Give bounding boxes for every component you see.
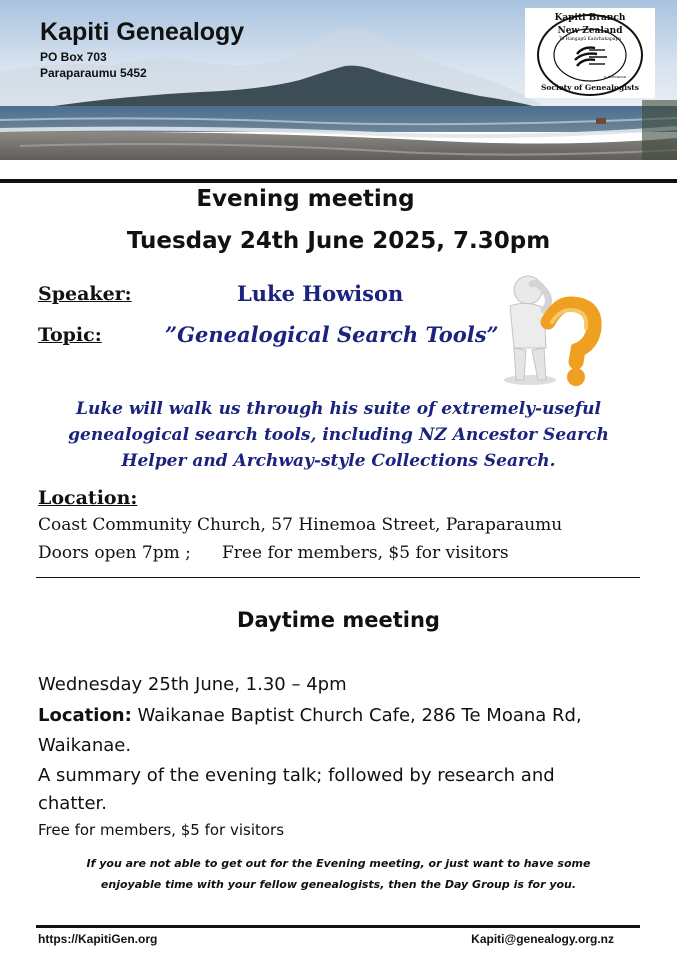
daytime-date: Wednesday 25th June, 1.30 – 4pm — [38, 674, 347, 695]
thinking-person-question-icon — [500, 270, 605, 388]
town-postcode: Paraparaumu 5452 — [40, 66, 147, 80]
day-group-note-line-2: enjoyable time with your fellow genealogists, then the Day Group is for you. — [100, 878, 577, 891]
daytime-heading: Daytime meeting — [237, 608, 440, 632]
daytime-location-label: Location: — [38, 705, 132, 726]
org-title: Kapiti Genealogy — [40, 18, 245, 46]
logo-society-text: Society of Genealogists — [541, 83, 639, 92]
topic-label: Topic: — [38, 324, 102, 346]
doors-open: Doors open 7pm ; — [38, 543, 191, 563]
daytime-fee: Free for members, $5 for visitors — [38, 821, 285, 839]
header-banner — [0, 0, 677, 160]
top-divider — [0, 179, 677, 183]
topic-title: ”Genealogical Search Tools” — [165, 322, 499, 347]
logo-nz-text: New Zealand — [557, 26, 623, 36]
daytime-location-cont: Waikanae. — [38, 735, 132, 756]
speaker-name: Luke Howison — [237, 281, 404, 306]
daytime-summary-line-1: A summary of the evening talk; followed by research and — [38, 765, 555, 786]
description-line-2: genealogical search tools, including NZ Ancestor Search — [68, 425, 609, 445]
evening-location-label: Location: — [38, 487, 138, 509]
evening-heading: Evening meeting — [196, 186, 415, 212]
logo-aotearoa-text: o Aotearoa — [603, 74, 627, 79]
society-logo — [525, 8, 655, 98]
speaker-label: Speaker: — [38, 283, 132, 305]
section-divider — [36, 577, 640, 578]
description-line-1: Luke will walk us through his suite of extremely-useful — [76, 399, 601, 419]
po-box: PO Box 703 — [40, 50, 107, 64]
daytime-summary-line-2: chatter. — [38, 793, 107, 814]
evening-location: Coast Community Church, 57 Hinemoa Street, Paraparaumu — [38, 515, 563, 535]
description-line-3: Helper and Archway-style Collections Search. — [121, 451, 556, 471]
website-link[interactable]: https://KapitiGen.org — [38, 932, 158, 946]
evening-fee: Free for members, $5 for visitors — [222, 543, 509, 563]
daytime-location-row — [38, 705, 582, 726]
logo-maori-text: Te Rangapū Kaiwhakapapa — [558, 37, 622, 42]
evening-date: Tuesday 24th June 2025, 7.30pm — [126, 228, 551, 254]
email-link[interactable]: Kapiti@genealogy.org.nz — [471, 932, 614, 946]
daytime-location: Waikanae Baptist Church Cafe, 286 Te Moana Rd, — [131, 705, 582, 726]
logo-branch-text: Kapiti Branch — [554, 13, 626, 23]
footer-divider — [36, 925, 640, 928]
day-group-note-line-1: If you are not able to get out for the Evening meeting, or just want to have some — [86, 857, 591, 870]
